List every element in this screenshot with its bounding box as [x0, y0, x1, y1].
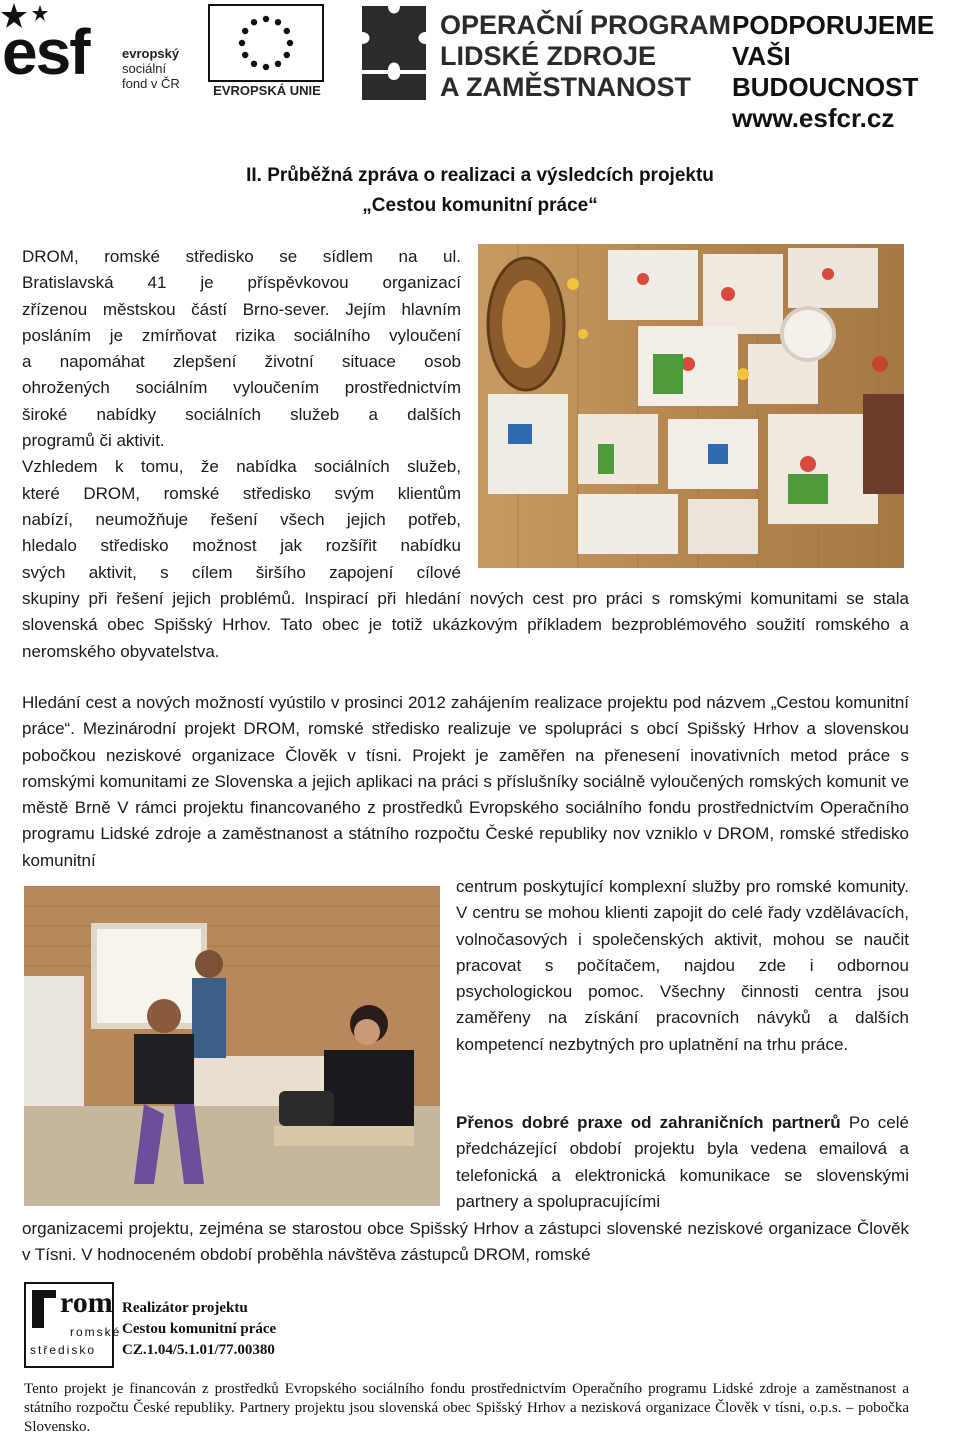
intro-line: posláním je zmírňovat rizika sociálního vyloučení [22, 325, 461, 345]
support-slogan: PODPORUJEME VAŠI BUDOUCNOST www.esfcr.cz [732, 10, 960, 134]
eu-star-icon [251, 19, 257, 25]
intro-line: a napomáhat zlepšení životní situace osob [22, 352, 461, 372]
intro-line: široké nabídky sociálních služeb a dalších [22, 404, 461, 424]
op-title: OPERAČNÍ PROGRAM LIDSKÉ ZDROJE A ZAMĚSTNANOST [440, 10, 732, 102]
partners-side-text: Po celé předcházející období projektu byla vedena emailová a telefonická a elektronická komunikace se slovenskými partnery a spolupracujícími [456, 1113, 909, 1211]
eu-star-icon [263, 16, 269, 22]
women-in-room-photo [24, 886, 440, 1206]
community-center-paragraph: centrum poskytující komplexní služby pro romské komunity. V centru se mohou klienti zapojit do celé řady vzdělávacích, volnočasových i společenských aktivit, mohou se naučit pracovat s počítačem, najdou zde i odbornou psychologickou pomoc. Všechny činnosti centra jsou zaměřeny na získání pracovních návyků a dalších kompetencí nezbytných pro uplatnění na trhu práce. [456, 877, 909, 1054]
project-paragraph: Hledání cest a nových možností vyústilo v prosinci 2012 zahájením realizace projektu pod názvem „Cestou komunitní práce“. Mezinárodní projekt DROM, romské středisko realizuje ve spolupráci s obcí Spišský Hrhov a slovenskou pobočkou neziskové organizace Člověk v tísni. Projekt je zaměřen na přenesení inovativních metod práce s romskými komunitami ze Slovenska a jejich aplikaci na práci s příslušníky sociálně vyloučených romských komunit ve městě Brně V rámci projektu financovaného z prostředků Evropského sociálního fondu prostřednictvím Operačního programu Lidské zdroje a zaměstnanost a státního rozpočtu České republiky nov vzniklo v DROM, romské středisko komunitní [22, 693, 909, 870]
eu-label: EVROPSKÁ UNIE [213, 83, 321, 98]
eu-star-icon [284, 28, 290, 34]
realizator-block: Realizátor projektu Cestou komunitní práce CZ.1.04/5.1.01/77.00380 [122, 1300, 277, 1358]
eu-flag-icon [208, 4, 324, 82]
intro-line: zřízenou městskou částí Brno-sever. Jejím hlavním [22, 299, 461, 319]
intro-paragraph [22, 244, 461, 586]
funding-note: Tento projekt je financován z prostředků Evropského sociálního fondu prostřednictvím Operačního programu Lidské zdroje a zaměstnanost a státního rozpočtu České republiky. Partnery projektu jsou slovenská obec Spišský Hrhov a nezisková organizace Člověk v tísni, o.p.s. – pobočka Slovensko. [24, 1381, 909, 1435]
partners-continuation: organizacemi projektu, zejména se starostou obce Spišský Hrhov a zástupci slovenské neziskové organizace Člověk v Tísni. V hodnoceném období proběhla návštěva zástupců DROM, romské [22, 1219, 909, 1265]
eu-star-icon [275, 61, 281, 67]
eu-star-icon [287, 40, 293, 46]
esf-logo [0, 2, 205, 106]
logo-wordmark: rom [60, 1286, 113, 1319]
intro-line: Bratislavská 41 je příspěvkovou organizací [22, 273, 461, 293]
map-icon [30, 1288, 60, 1330]
intro-line: které DROM, romské středisko svým klientům [22, 483, 461, 503]
drom-logo [24, 1282, 122, 1368]
eu-star-icon [263, 64, 269, 70]
eu-star-icon [239, 40, 245, 46]
logo-line: středisko [30, 1343, 97, 1357]
intro-line: DROM, romské středisko se sídlem na ul. [22, 247, 461, 266]
eu-star-icon [242, 52, 248, 58]
intro-line: programů či aktivit. [22, 431, 165, 451]
esf-wordmark: esf [2, 16, 89, 88]
intro-continuation: skupiny při řešení jejich problémů. Inspirací při hledání nových cest pro práci s romskými komunitami se stala slovenská obec Spišský Hrhov. Tato obec je totiž ukázkovým příkladem bezproblémového soužití romského a neromského obyvatelstva. [22, 589, 909, 661]
drawings-wall-photo [478, 244, 904, 568]
intro-line: Vzhledem k tomu, že nabídka sociálních služeb, [22, 457, 461, 477]
header-logos [0, 0, 960, 133]
intro-line: ohrožených sociálním vyloučením prostřednictvím [22, 378, 461, 398]
eu-star-icon [275, 19, 281, 25]
puzzle-icon [358, 2, 430, 102]
eu-star-icon [242, 28, 248, 34]
intro-line: svých aktivit, s cílem širšího zapojení cílové [22, 562, 461, 582]
partners-paragraph [456, 1110, 909, 1215]
partners-heading: Přenos dobré praxe od zahraničních partnerů [456, 1113, 841, 1132]
eu-star-icon [251, 61, 257, 67]
page-subtitle: „Cestou komunitní práce“ [362, 195, 598, 216]
esfcr-link[interactable]: www.esfcr.cz [732, 103, 895, 133]
eu-star-icon [284, 52, 290, 58]
intro-line: nabízí, neumožňuje řešení všech jejich potřeb, [22, 509, 461, 529]
page-title: II. Průběžná zpráva o realizaci a výsledcích projektu [246, 165, 714, 186]
intro-line: hledalo středisko možnost jak rozšířit nabídku [22, 536, 461, 556]
logo-line: romské [70, 1325, 122, 1339]
esf-caption: evropský sociální fond v ČR [122, 46, 180, 91]
